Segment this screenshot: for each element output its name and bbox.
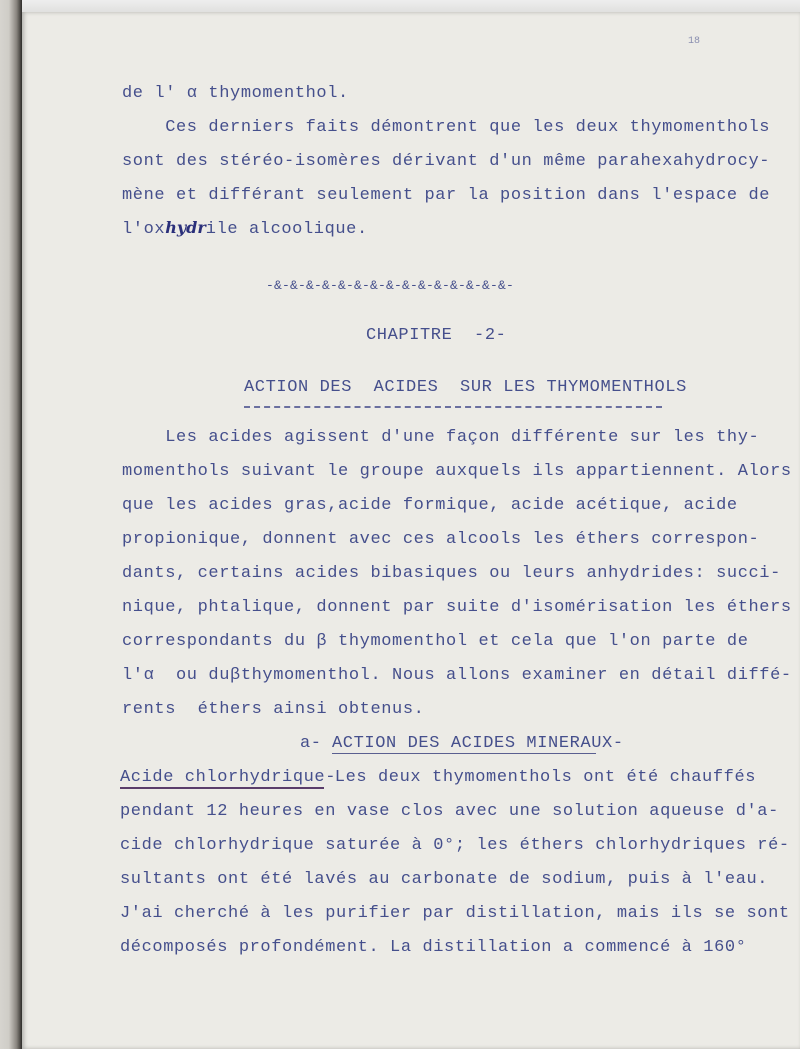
chapter-heading: CHAPITRE -2- [366, 326, 507, 345]
body-line: que les acides gras,acide formique, acide acétique, acide [122, 496, 738, 515]
hydroxyl-line [122, 218, 368, 240]
binding-edge [0, 0, 22, 1049]
acid-line: cide chlorhydrique saturée à 0°; les éthers chlorhydriques ré- [120, 836, 790, 855]
body-line: dants, certains acides bibasiques ou leurs anhydrides: succi- [122, 564, 781, 583]
body-line: l'α ou duβthymomenthol. Nous allons examiner en détail diffé- [122, 666, 792, 685]
acid-label-underline [120, 783, 324, 789]
body-line: correspondants du β thymomenthol et cela que l'on parte de [122, 632, 749, 651]
intro-line: Ces derniers faits démontrent que les deux thymomenthols [122, 118, 771, 137]
acid-line: pendant 12 heures en vase clos avec une solution aqueuse d'a- [120, 802, 779, 821]
chapter-title: ACTION DES ACIDES SUR LES THYMOMENTHOLS [244, 378, 687, 397]
body-line: rents éthers ainsi obtenus. [122, 700, 425, 719]
section-title-underline [332, 749, 596, 754]
acid-line: décomposés profondément. La distillation a commencé à 160° [120, 938, 747, 957]
section-title: ACTION DES ACIDES MINERAUX- [332, 734, 624, 753]
hydroxyl-line-end: ile alcoolique. [205, 220, 368, 239]
intro-line: sont des stéréo-isomères dérivant d'un même parahexahydrocy- [122, 152, 771, 171]
body-line: propionique, donnent avec ces alcools les éthers correspon- [122, 530, 760, 549]
acid-line: Les deux thymomenthols ont été chauffés [324, 768, 757, 787]
acid-line: J'ai cherché à les purifier par distillation, mais ils se sont [120, 904, 790, 923]
chapter-title-underline [244, 398, 662, 408]
handwritten-correction: hydr [165, 218, 206, 237]
section-prefix: a- [300, 734, 322, 753]
acid-line: sultants ont été lavés au carbonate de sodium, puis à l'eau. [120, 870, 769, 889]
page-number: 18 [688, 36, 701, 47]
intro-line: mène et différant seulement par la position dans l'espace de [122, 186, 771, 205]
intro-line: de l' α thymomenthol. [122, 84, 349, 103]
hydroxyl-line-start: l'ox [122, 220, 166, 239]
body-line: momenthols suivant le groupe auxquels ils appartiennent. Alors [122, 462, 792, 481]
acid-label: Acide chlorhydrique- [120, 768, 337, 787]
section-separator: -&-&-&-&-&-&-&-&-&-&-&-&-&-&-&- [266, 278, 515, 293]
body-line: Les acides agissent d'une façon différente sur les thy- [122, 428, 760, 447]
body-line: nique, phtalique, donnent par suite d'isomérisation les éthers [122, 598, 792, 617]
